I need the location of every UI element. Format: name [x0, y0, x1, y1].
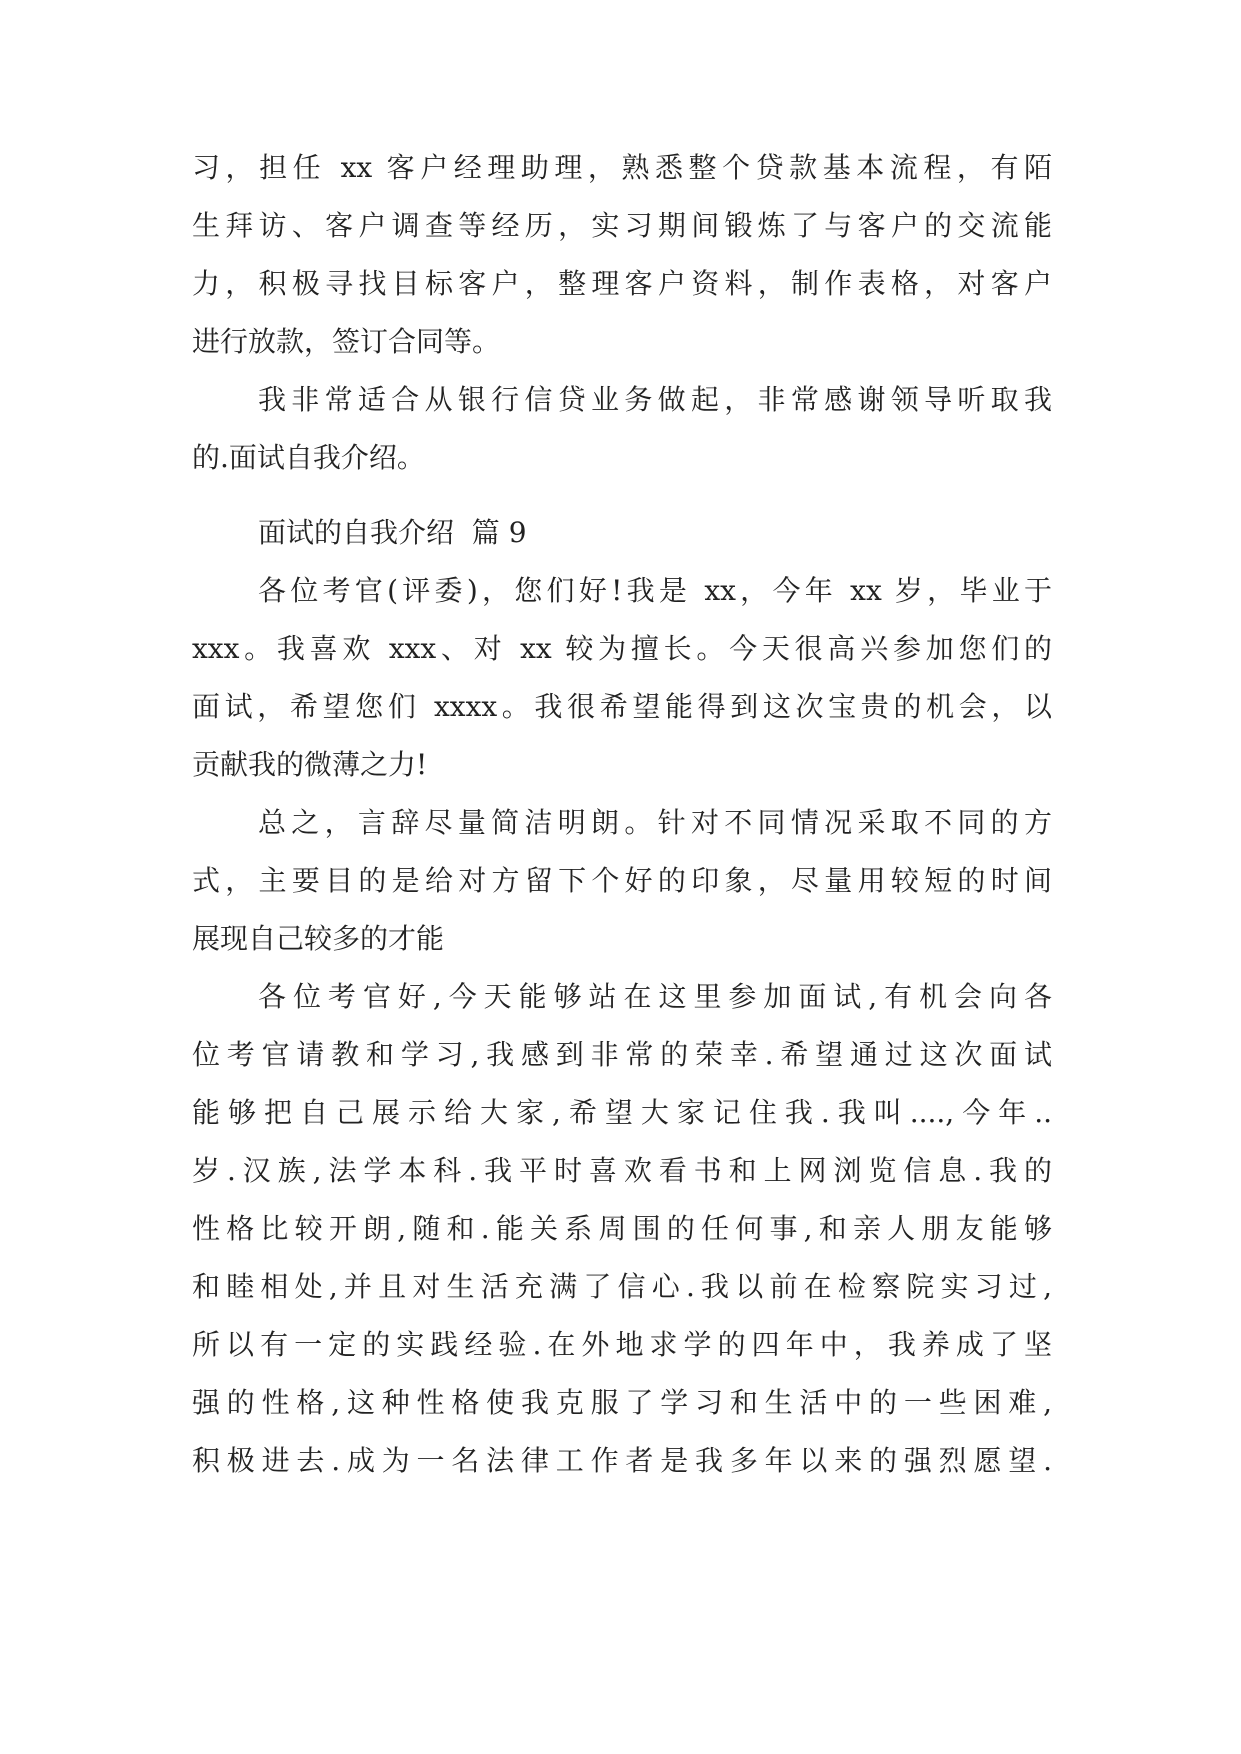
- text-line: 式，主要目的是给对方留下个好的印象，尽量用较短的时间: [192, 864, 1052, 897]
- text-line: 能够把自己展示给大家,希望大家记住我.我叫....,今年..: [192, 1096, 1052, 1129]
- text-line: 总之，言辞尽量简洁明朗。针对不同情况采取不同的方: [258, 806, 1052, 839]
- text-line: 生拜访、客户调查等经历，实习期间锻炼了与客户的交流能: [192, 209, 1052, 242]
- text-line: 强的性格,这种性格使我克服了学习和生活中的一些困难,: [192, 1386, 1052, 1419]
- text-line: 积极进去.成为一名法律工作者是我多年以来的强烈愿望.: [192, 1444, 1052, 1477]
- text-line: 各位考官好,今天能够站在这里参加面试,有机会向各: [258, 980, 1052, 1013]
- text-line: 和睦相处,并且对生活充满了信心.我以前在检察院实习过,: [192, 1270, 1052, 1303]
- text-line: 进行放款，签订合同等。: [192, 325, 501, 358]
- text-line: 性格比较开朗,随和.能关系周围的任何事,和亲人朋友能够: [192, 1212, 1052, 1245]
- text-line: xxx。我喜欢 xxx、对 xx 较为擅长。今天很高兴参加您们的: [192, 632, 1052, 665]
- section-2: [192, 504, 1052, 1490]
- text-line: 展现自己较多的才能: [192, 922, 445, 955]
- text-line: 习，担任 xx 客户经理助理，熟悉整个贷款基本流程，有陌: [192, 151, 1052, 184]
- text-line: 我非常适合从银行信贷业务做起，非常感谢领导听取我: [258, 383, 1052, 416]
- text-line: 的.面试自我介绍。: [192, 441, 425, 474]
- text-line: 所以有一定的实践经验.在外地求学的四年中，我养成了坚: [192, 1328, 1052, 1361]
- text-line: 面试，希望您们 xxxx。我很希望能得到这次宝贵的机会，以: [192, 690, 1052, 723]
- text-line: 岁.汉族,法学本科.我平时喜欢看书和上网浏览信息.我的: [192, 1154, 1052, 1187]
- section-heading: 面试的自我介绍 篇 9: [258, 516, 527, 549]
- section-1: [192, 139, 1052, 487]
- text-line: 力，积极寻找目标客户，整理客户资料，制作表格，对客户: [192, 267, 1052, 300]
- text-line: 各位考官(评委)，您们好!我是 xx，今年 xx 岁，毕业于: [258, 574, 1052, 607]
- text-line: 贡献我的微薄之力!: [192, 748, 428, 781]
- text-line: 位考官请教和学习,我感到非常的荣幸.希望通过这次面试: [192, 1038, 1052, 1071]
